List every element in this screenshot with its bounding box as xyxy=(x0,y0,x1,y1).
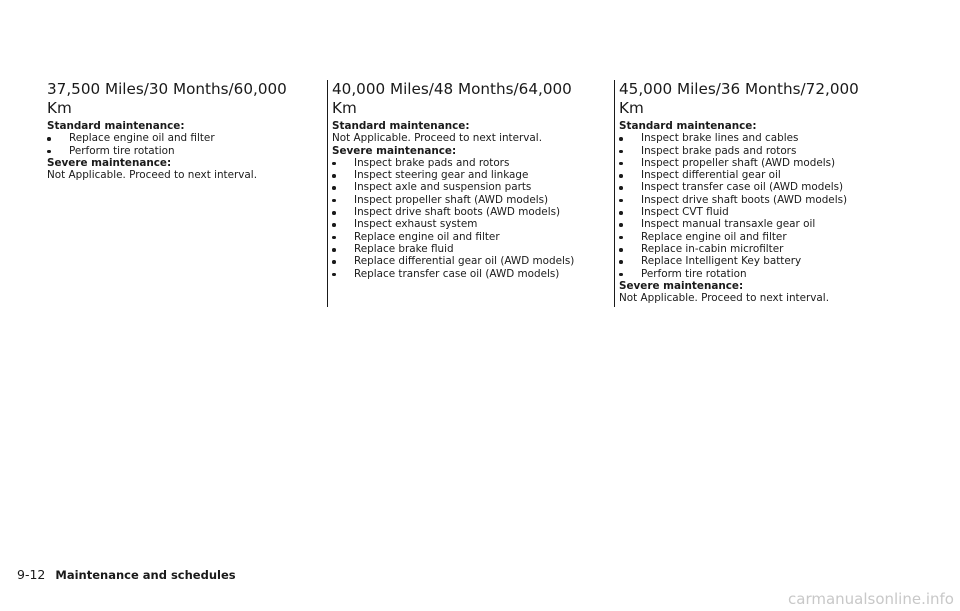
bullet-icon xyxy=(332,174,336,178)
list-item xyxy=(619,181,887,193)
list-item xyxy=(619,243,887,255)
section-title: 45,000 Miles/36 Months/72,000 Km xyxy=(619,80,859,117)
list-item xyxy=(332,194,600,206)
bullet-icon xyxy=(619,223,623,227)
severe-maintenance-text: Not Applicable. Proceed to next interval. xyxy=(47,169,257,182)
list-item xyxy=(619,157,887,169)
page-footer xyxy=(17,567,236,583)
bullet-icon xyxy=(332,273,336,277)
list-item xyxy=(619,218,887,230)
list-item-label: Inspect propeller shaft (AWD models) xyxy=(641,156,836,169)
list-item xyxy=(619,132,887,144)
list-item-label: Inspect brake pads and rotors xyxy=(354,156,510,169)
list-item-label: Replace brake fluid xyxy=(354,242,454,255)
list-item xyxy=(332,218,600,230)
bullet-icon xyxy=(47,150,51,154)
list-item-label: Inspect exhaust system xyxy=(354,218,478,231)
chapter-title: Maintenance and schedules xyxy=(55,568,236,582)
bullet-icon xyxy=(619,248,623,252)
list-item-label: Inspect brake lines and cables xyxy=(641,132,799,145)
bullet-icon xyxy=(619,174,623,178)
page-number: 9-12 xyxy=(17,567,46,582)
standard-maintenance-text: Not Applicable. Proceed to next interval. xyxy=(332,132,542,145)
list-item-label: Replace in-cabin microfilter xyxy=(641,242,784,255)
bullet-icon xyxy=(332,211,336,215)
bullet-icon xyxy=(332,248,336,252)
list-item xyxy=(332,231,600,243)
bullet-icon xyxy=(332,223,336,227)
list-item xyxy=(619,231,887,243)
severe-items-list xyxy=(332,157,600,280)
list-item xyxy=(619,206,887,218)
list-item xyxy=(619,194,887,206)
list-item-label: Inspect CVT fluid xyxy=(641,206,729,219)
bullet-icon xyxy=(332,236,336,240)
list-item-label: Replace engine oil and filter xyxy=(641,230,787,243)
bullet-icon xyxy=(619,186,623,190)
standard-maintenance-heading: Standard maintenance: xyxy=(332,120,470,132)
list-item-label: Inspect drive shaft boots (AWD models) xyxy=(354,206,561,219)
bullet-icon xyxy=(619,211,623,215)
bullet-icon xyxy=(619,162,623,166)
list-item-label: Inspect axle and suspension parts xyxy=(354,181,532,194)
list-item-label: Inspect transfer case oil (AWD models) xyxy=(641,181,844,194)
list-item-label: Inspect differential gear oil xyxy=(641,169,781,182)
severe-maintenance-heading: Severe maintenance: xyxy=(47,156,172,169)
list-item xyxy=(332,243,600,255)
list-item-label: Replace engine oil and filter xyxy=(354,230,500,243)
list-item-label: Replace engine oil and filter xyxy=(69,132,215,145)
bullet-icon xyxy=(332,162,336,166)
standard-items-list xyxy=(619,132,887,280)
list-item xyxy=(332,157,600,169)
list-item xyxy=(47,145,315,157)
bullet-icon xyxy=(47,137,51,141)
list-item xyxy=(332,268,600,280)
bullet-icon xyxy=(619,273,623,277)
standard-maintenance-heading: Standard maintenance: xyxy=(47,120,185,132)
list-item-label: Replace differential gear oil (AWD models) xyxy=(354,255,575,268)
watermark-text: carmanualsonline.info xyxy=(788,590,954,608)
list-item-label: Replace Intelligent Key battery xyxy=(641,255,802,268)
severe-maintenance-heading: Severe maintenance: xyxy=(332,144,457,157)
section-45000 xyxy=(619,80,887,304)
bullet-icon xyxy=(619,199,623,203)
list-item xyxy=(619,145,887,157)
section-title: 40,000 Miles/48 Months/64,000 Km xyxy=(332,80,572,117)
list-item xyxy=(619,268,887,280)
list-item xyxy=(619,255,887,267)
bullet-icon xyxy=(332,260,336,264)
standard-maintenance-heading: Standard maintenance: xyxy=(619,120,757,132)
section-40000 xyxy=(332,80,600,280)
list-item xyxy=(619,169,887,181)
list-item-label: Perform tire rotation xyxy=(641,267,747,280)
bullet-icon xyxy=(619,137,623,141)
section-title: 37,500 Miles/30 Months/60,000 Km xyxy=(47,80,287,117)
list-item-label: Inspect propeller shaft (AWD models) xyxy=(354,193,549,206)
list-item xyxy=(332,206,600,218)
list-item-label: Inspect manual transaxle gear oil xyxy=(641,218,816,231)
standard-items-list xyxy=(47,132,315,157)
list-item-label: Inspect steering gear and linkage xyxy=(354,169,529,182)
list-item-label: Perform tire rotation xyxy=(69,144,175,157)
bullet-icon xyxy=(619,260,623,264)
section-37500 xyxy=(47,80,315,181)
list-item xyxy=(332,255,600,267)
list-item-label: Inspect drive shaft boots (AWD models) xyxy=(641,193,848,206)
bullet-icon xyxy=(332,199,336,203)
severe-maintenance-text: Not Applicable. Proceed to next interval. xyxy=(619,292,829,305)
list-item xyxy=(332,181,600,193)
bullet-icon xyxy=(619,150,623,154)
bullet-icon xyxy=(332,186,336,190)
list-item-label: Inspect brake pads and rotors xyxy=(641,144,797,157)
list-item-label: Replace transfer case oil (AWD models) xyxy=(354,267,560,280)
severe-maintenance-heading: Severe maintenance: xyxy=(619,279,744,292)
bullet-icon xyxy=(619,236,623,240)
list-item xyxy=(332,169,600,181)
list-item xyxy=(47,132,315,144)
